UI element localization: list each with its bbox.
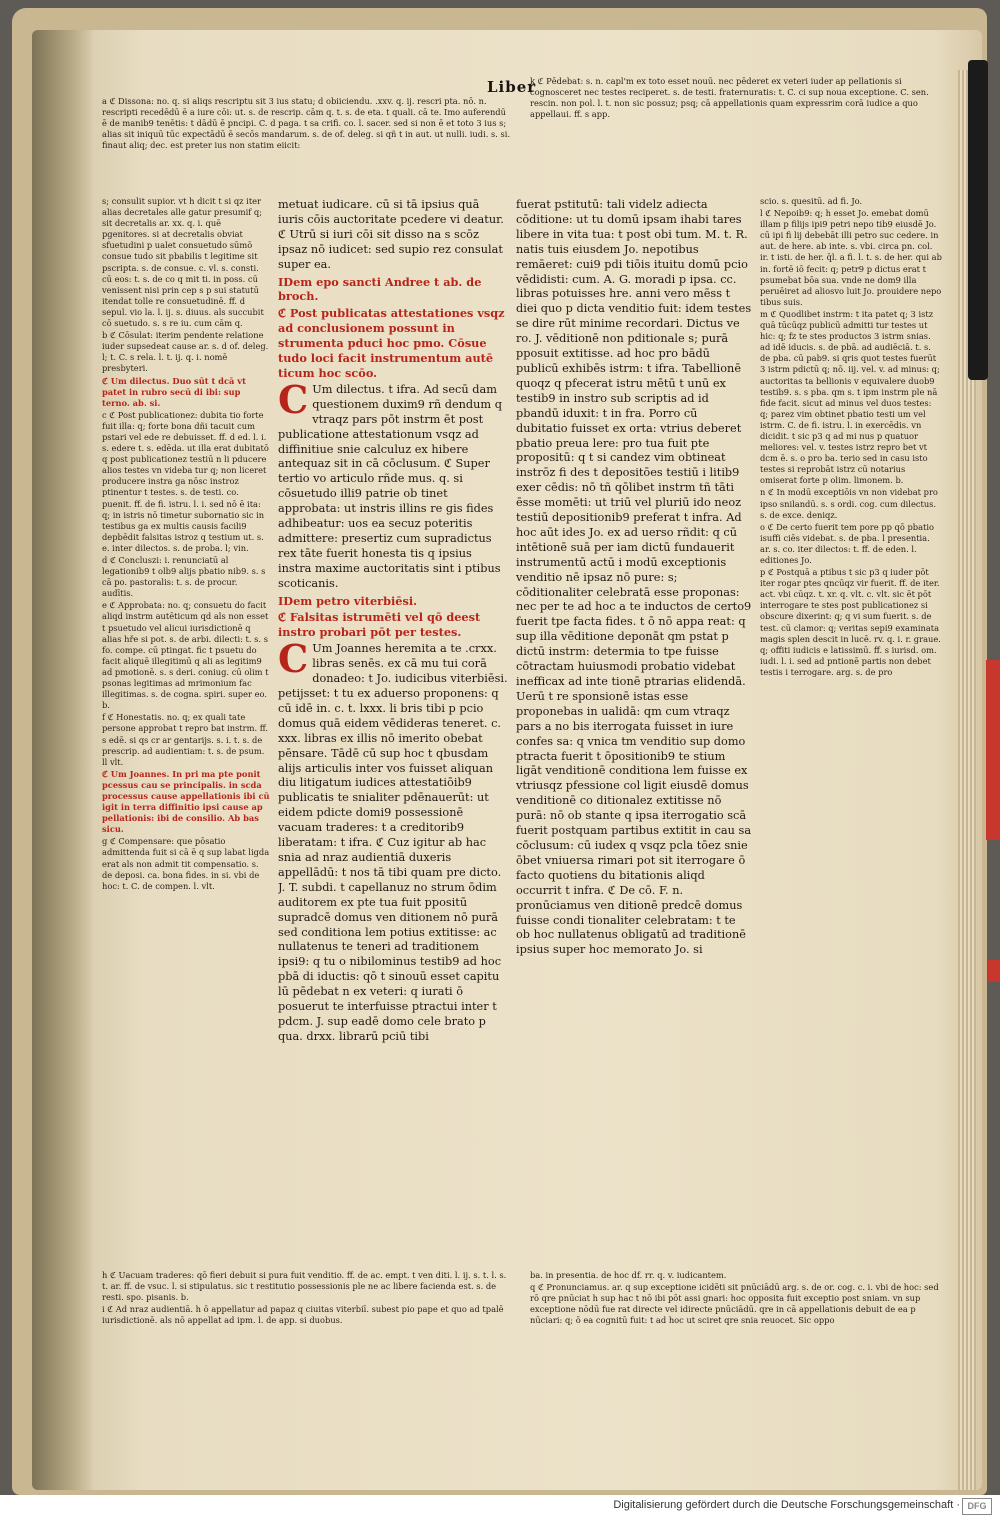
main-paragraph bbox=[278, 376, 508, 592]
gloss-paragraph: ba. in presentia. de hoc df. rr. q. v. iudicantem. bbox=[530, 1270, 727, 1280]
rubric-heading: IDem epo sancti Andree t ab. de broch. bbox=[278, 274, 482, 304]
red-page-tab bbox=[988, 960, 1000, 982]
main-text-column-1 bbox=[278, 198, 508, 1266]
gloss-paragraph: f ℭ Honestatis. no. q; ex quali tate persone approbat t repro bat instrm. ff. s edē. si qs cr ar gentarijs. s. i. t. s. de prescrip. ad audientiam: t. s. de psum. ll vlt. bbox=[102, 712, 269, 767]
running-head: Liber bbox=[487, 78, 537, 96]
gloss-paragraph: c ℭ Post publicationez: dubita tio forte fuit illa: q; forte bona dñi tacuit cum pstari vel ede re debuisset. ff. d ed. l. i. s. edere t. s. edēda. ut illa erat dubitatō q post publicationez testiū n li pducere alios testes vn videba tur q; non liceret producere instra ga nōsc instroz ptinentur t testes. s. de testi. co. puenit. ff. de fi. istru. l. i. sed nō ē ita: q; in istris nō timetur subornatio sic in testibus ga ex multis causis facili9 depbēdit falsitas istroz q testium ut. s. e. inter dilectos. s. de proba. l; vin. bbox=[102, 409, 269, 553]
bottom-gloss-right bbox=[530, 1270, 942, 1420]
gloss-paragraph: o ℭ De certo fuerit tem pore pp qō pbatio isuffi ciēs videbat. s. de pba. l presentia. ar. s. co. iter dilectos: t. ff. de eden. l. editiones Jo. bbox=[760, 521, 935, 565]
rubric-summary: ℭ Falsitas istrumēti vel qō deest instro probari pōt per testes. bbox=[278, 610, 481, 640]
main-paragraph-text: Um dilectus. t ifra. Ad secū dam questionem duxim9 rñ dendum q vtraqz pars pōt instrm ēt post publicatione attestationum vsqz ad diffinitiue snie calculuz ex hibere antequaz sit in cā cōclusum. ℭ Super tertio vo articulo rñde mus. q. si cōsuetudo illi9 patrie ob tinet approbata: ut instris illins re gis fides adhibeatur: uos ea secuz poteritis admittere: presertiz cum supradictus rex tāte fuerit honesta tis q ipsius instra maxime auctoritatis sint i ptibus scoticanis. bbox=[278, 382, 502, 590]
gloss-paragraph: b ℭ Cōsulat: iterim pendente relatione iuder supsedeat cause ar. s. d of. deleg. l; t. C. s rela. l. t. ij. q. i. nomē presbyteri. bbox=[102, 330, 269, 374]
gloss-paragraph: p ℭ Postquā a ptibus t sic p3 q iuder pōt iter rogar ptes qncūqz vir fuerit. ff. de iter. act. vbi cūqz. t. xr. q. vlt. c. vlt. sic ēt pōt interrogare te stes post publicationez si obscure dixerint: q; q vi sum fuerit. s. de test. cū clamor: q; veritas sepi9 examinata magis splen descit in lucē. rv. q. i. r. graue. q; offiti iudicis e latissimū. ff. s iurisd. om. iudi. l. i. sed ad pntionē partis non debet testis i terrogare. arg. s. de pro bbox=[760, 567, 941, 677]
gloss-paragraph: g ℭ Compensare: que pōsatio admittenda fuit si cā ē q sup labat ligda erat als non admit tit compensatio. s. de deposi. ca. bona fides. in si. vbi de hoc: t. C. de compen. l. vlt. bbox=[102, 836, 270, 891]
book-clasp bbox=[968, 60, 988, 380]
gloss-paragraph: i ℭ Ad nraz audientiā. h ō appellatur ad papaz q ciuitas viterbiī. subest pio pape et quo ad tpalē iurisdictionē. als nō appellat ad ipm. l. de app. si duobus. bbox=[102, 1304, 504, 1326]
gloss-heading: ℭ Um dilectus. Duo sūt t dcā vt patet in rubro secū di ibi: sup terno. ab. si. bbox=[102, 375, 246, 408]
gloss-paragraph: n ℭ In modū exceptiōis vn non videbat pro ipso snilandū. s. s ordi. cog. cum dilectus. s. de exce. deniqz. bbox=[760, 487, 938, 520]
page-gutter bbox=[32, 30, 94, 1490]
main-paragraph: metuat iudicare. cū si tā ipsius quā iuris cōis auctoritate pcedere vi deatur. ℭ Utrū si iuri cōi sit disso na s scōz ipsaz nō iudicet: sed supio rez consulat super ea. bbox=[278, 198, 504, 271]
main-text-column-2 bbox=[516, 198, 752, 1266]
gloss-heading: ℭ Um Joannes. In pri ma pte ponit pcessus cau se principalis. in scda processus cause appellationis ibi cū igit in terra diffinitio ipsi cause ap pellationis: ibi de consilio. Ab bas sicu. bbox=[102, 768, 270, 835]
dfg-logo: DFG bbox=[962, 1498, 992, 1515]
bottom-gloss-left bbox=[102, 1270, 512, 1420]
top-gloss-right bbox=[530, 76, 940, 198]
gloss-paragraph: e ℭ Approbata: no. q; consuetu do facit aliqd instrm autēticum qd als non esset t psuetudo vel alicui iurisdictionē q alias hře si pot. s. de arbi. dilecti: t. s. s fo. compe. cū ptingat. fic t psuetu do facit aliquē illegitimū q ali as legitim9 ad pmotionē. s. s deri. coniug. cū olim t psonas legitimas ad mrimonium fac illegitimas. s. de cogna. spiri. super eo. b. bbox=[102, 600, 269, 711]
book-page bbox=[32, 30, 982, 1490]
top-gloss-left-text: a ℭ Dissona: no. q. si aliqs rescriptu sit 3 ius statu; d obiiciendu. .xxv. q. ij. rescri pta. nō. n. rescripti recedēdū ē a iure cōi: ut. s. de rescrip. cām q. t. s. de eta. t quali. cā te. Imo auferendū ē de manib9 tenētis: t dādū ē pncipi. C. d paga. t sa crifi. co. l. sacer. sed si non ē et toto 3 ius s; alias sit iniquū tūc expectādū ē secōs mandarum. s. de of. deleg. si qñ t in aut. ut nulli. iudi. s. si. finaut aliq; dec. est preter ius non statim eiicit: bbox=[102, 96, 511, 151]
gloss-paragraph: s; consulit supior. vt h dicit t si qz iter alias decretales alle gatur presumif q; sit decretalis ar. xx. q. i. quē pgenitores. si at decretalis obviat sfuetudini p ualet consuetudo sūmō consue tudo sit pbabilis t legitime sit pscripta. s. de consue. c. vl. s. consti. cū eos: t. s. de co q mit ti. in poss. cū venissent nisi prin cep s p sui statutū itendat tolle re consuetudinē. ff. d sepul. vio la. l. ij. s. diuus. als succubit cō suetudo. s. s re iu. cum cām q. bbox=[102, 196, 264, 329]
left-gloss-column bbox=[102, 196, 270, 1264]
drop-capital: C bbox=[278, 636, 309, 682]
gloss-paragraph: m ℭ Quodlibet instrm: t ita patet q; 3 istz quā tūcūqz publicū admitti tur testes ut hic: q; fz te stes productos 3 istrm snias. ad idē iducis. s. de pbā. ad audiēciā. t. s. de pba. cū pab9. si qris quot testes fuerūt 3 istrm pdictū q; nō. iij. vel. v. ad minus: q; auctoritas ta bellionis v equivalere duob9 testib9. s. s pba. qm s. t ipm instrm ple nā fide facit. sicut ad minus vel duos testes: q; parez vim obtinet pbatio testi um vel istrm. C. de fi. istru. l. in exercēdis. vn dicidit. t sic p3 q ad mi nus p quatuor meliores: vel. v. testes istrz repro bet vt dcm ē. s. o pro ba. terio sed in casu isto testes si reprobāt istrz cū notarius omiserat forte p olim. limonem. b. bbox=[760, 308, 940, 486]
main-paragraph bbox=[278, 636, 508, 1044]
gloss-paragraph: l ℭ Nepoib9: q; h esset Jo. emebat domū illam p filijs ipi9 petri nepo tib9 eiusdē Jo. cū ipi fi lij debebāt illi petro suc cedere. in aut. de here. ab inte. s. vbi. circa pn. col. ir. t isti. de her. q̄l. a fi. l. t. s. de her. qui ab in. fortē iō fecit: q; petr9 p dictus erat t psumebat bōa sua. vnde ne dom9 illa peruēiret ad aliosvo luit Jo. prouidere nepo tibus suis. bbox=[760, 208, 942, 307]
right-gloss-column bbox=[760, 196, 942, 1264]
rubric-heading: IDem petro viterbiēsi. bbox=[278, 593, 418, 608]
funding-credit: Digitalisierung gefördert durch die Deutsche Forschungsgemeinschaft · bbox=[613, 1499, 960, 1511]
gloss-paragraph: d ℭ Concluszi: i. renunciatū al legationib9 t olb9 alijs pbatio nib9. s. s cā po. pastoralis: t. s. de procur. audītis. bbox=[102, 555, 266, 599]
top-gloss-left bbox=[102, 96, 512, 196]
red-page-tab bbox=[986, 660, 1000, 840]
rubric-summary: ℭ Post publicatas attestationes vsqz ad conclusionem possunt in strumenta pduci hoc pmo. Cōsue tudo loci facit instrumentum autē ticum hoc scōo. bbox=[278, 306, 505, 380]
main-paragraph-text: Um Joannes heremita a te .crxx. libras senēs. ex cā mu tui corā donadeo: t Jo. iudicibus viterbiēsi. petijsset: t tu ex aduerso proponens: q cū idē in. c. t. lxxx. li bris tibi p pcio domus quā eidem vēdideras teneret. c. xxx. libras ex illis nō imerito obebat pēnsare. Tādē cū sup hoc t qbusdam alijs articulis inter vos fuisset aliquan diu litigatum iudices attestatiōib9 publicatis te snialiter pdēnauerūt: ut eidem pdicte domi9 possessionē vacuam traderes: t a creditorib9 liberatam: t ifra. ℭ Cuz igitur ab hac snia ad nraz audientiā duxeris appellādū: t nos tā tibi quam pre dicto. J. T. subdi. t capellanuz no strum ōdim auditorem ex pte tua fuit ppositū supradcē domus ven ditionem nō purā sed conditiona lem potius extitisse: ac nullatenus te teneri ad traditionem ipsi9: q tu o nibilominus testib9 ad hoc pbā di iductis: qō t sinouū esset capitu lū pēdebat n ex veteri: q iurati ō posuerut te interfuisse ptractui inter t pdcm. J. sup eadē domo cele brato p qua. drxx. librarū pciū tibi bbox=[278, 642, 508, 1043]
book-body bbox=[12, 8, 987, 1495]
gloss-paragraph: scio. s. quesitū. ad fi. Jo. bbox=[760, 196, 863, 206]
gloss-paragraph: q ℭ Pronunciamus. ar. q sup exceptione icidēti sit pnūciādū arg. s. de or. cog. c. i. vbi de hoc: sed rō qre pnūciat h sup hac t nō ibi pōt assi gnari: hoc opposita fuit exceptio post sniam. vn sup exceptione nōdū fue rat directe vel idirecte pnūciādū. qre in cā appellationis debuit de ea p nūciari: q; ō ea cognitū fuit: t ad hoc ut sciret qre snia reuocet. Sic oppo bbox=[530, 1282, 939, 1326]
main-paragraph: fuerat pstitutū: tali videlz adiecta cōditione: ut tu domū ipsam ihabi tares libere in vita tua: t post obi tum. M. t. R. natis tuis eiusdem Jo. nepotibus remāeret: cui9 pdi tiōis ituitu domū pcio vēdidisti: cum. A. G. moradi p ipsa. cc. libras potuisses hre. anni vero mēss t diei quo p dicta venditio fuit: idem testes se dire rūt minime recordari. Dictus ve ro. J. vēditionē non pditionale s; purā pposuit extitisse. ad hoc pro bādū publicū exhibēs istrm: t ifra. Tabellionē quoqz q pfecerat istru mētū t unū ex testib9 in instro sub scriptis ad id pbandū iduxit: t in fra. Porro cū dubitatio fuisset ex orta: vtrius deberet pbatio preua lere: pro tua fuit pte propositū: q t si candez vim obtineat instrōz fi des t depositōes testiū i litib9 exer cēdis: nō tñ qōlibet instrm tñ tāti ēsse momēti: ut triū vel pluriū ido neoz testiū depositionib9 preferat t infra. Ad hoc aūt ides Jo. ex ad uerso rñdit: q cū intētionē suā per iam dictū fundauerit instrumentū actū i modū exceptionis venditio nē ipsaz nō pure: s; cōditionaliter celebratā esse proponas: nec per te ad hoc a te inductos de certo9 fuerit tpe facta fides. t ō nō appa reat: q sup illa vēditione deponāt qm pstat p dictū instrm: determia to tpe fuisse cōtractam huiusmodi probatio videbat inefficax ad inte tionē ptrarias elidendā. Uerū t re sponsionē istas esse proponebas in ualidā: qm cum vtraqz pars a no bis iterrogata fuisset in iure confes sa: q vnica tm venditio sup domo ptracta fuerit t ōpositionib9 te stium ligāt venditionē conditiona lem fuisse ex vtriusqz pfessione col ligit eiusdē domus venditionē co ditionalez extitisse nō purā: nō ob stante q ipsa iterrogatio scā fuerit postquam partibus extitit in cau sa cōclusum: cū iudex q vsqz pcla tōez snie ōbet vniuersa rimari pot sit iterrogare ō facto quotiens du bitationis aliqd occurrit t infra. ℭ De cō. F. n. pronūciamus ven ditionē predcē domus fuisse condi tionaliter celebratam: t te ob hoc nullatenus obligatū ad traditionē ipsius super hoc memorato Jo. si bbox=[516, 198, 752, 957]
drop-capital: C bbox=[278, 376, 309, 422]
top-gloss-right-text: k ℭ Pēdebat: s. n. capl'm ex toto esset nouū. nec pēderet ex veteri iuder ap pellationis si cognosceret nec testes reciperet. s. de testi. fraternuratis: t. C. ci sup noua exceptione. C. sen. rescin. non pol. l. t. non sic possuz; psq; cā appellationis quam expressrim corā iudice a quo appellaui. ff. s app. bbox=[530, 76, 929, 120]
footer-bar bbox=[0, 1495, 1000, 1518]
gloss-paragraph: h ℭ Uacuam traderes: qō fieri debuit si pura fuit venditio. ff. de ac. empt. t ven diti. l. ij. s. t. l. s. t. ar. ff. de vsuc. l. si stipulatus. sic t restitutio possessionis ple ne ac libere facienda est. s. de resti. spo. pisanis. b. bbox=[102, 1270, 507, 1303]
